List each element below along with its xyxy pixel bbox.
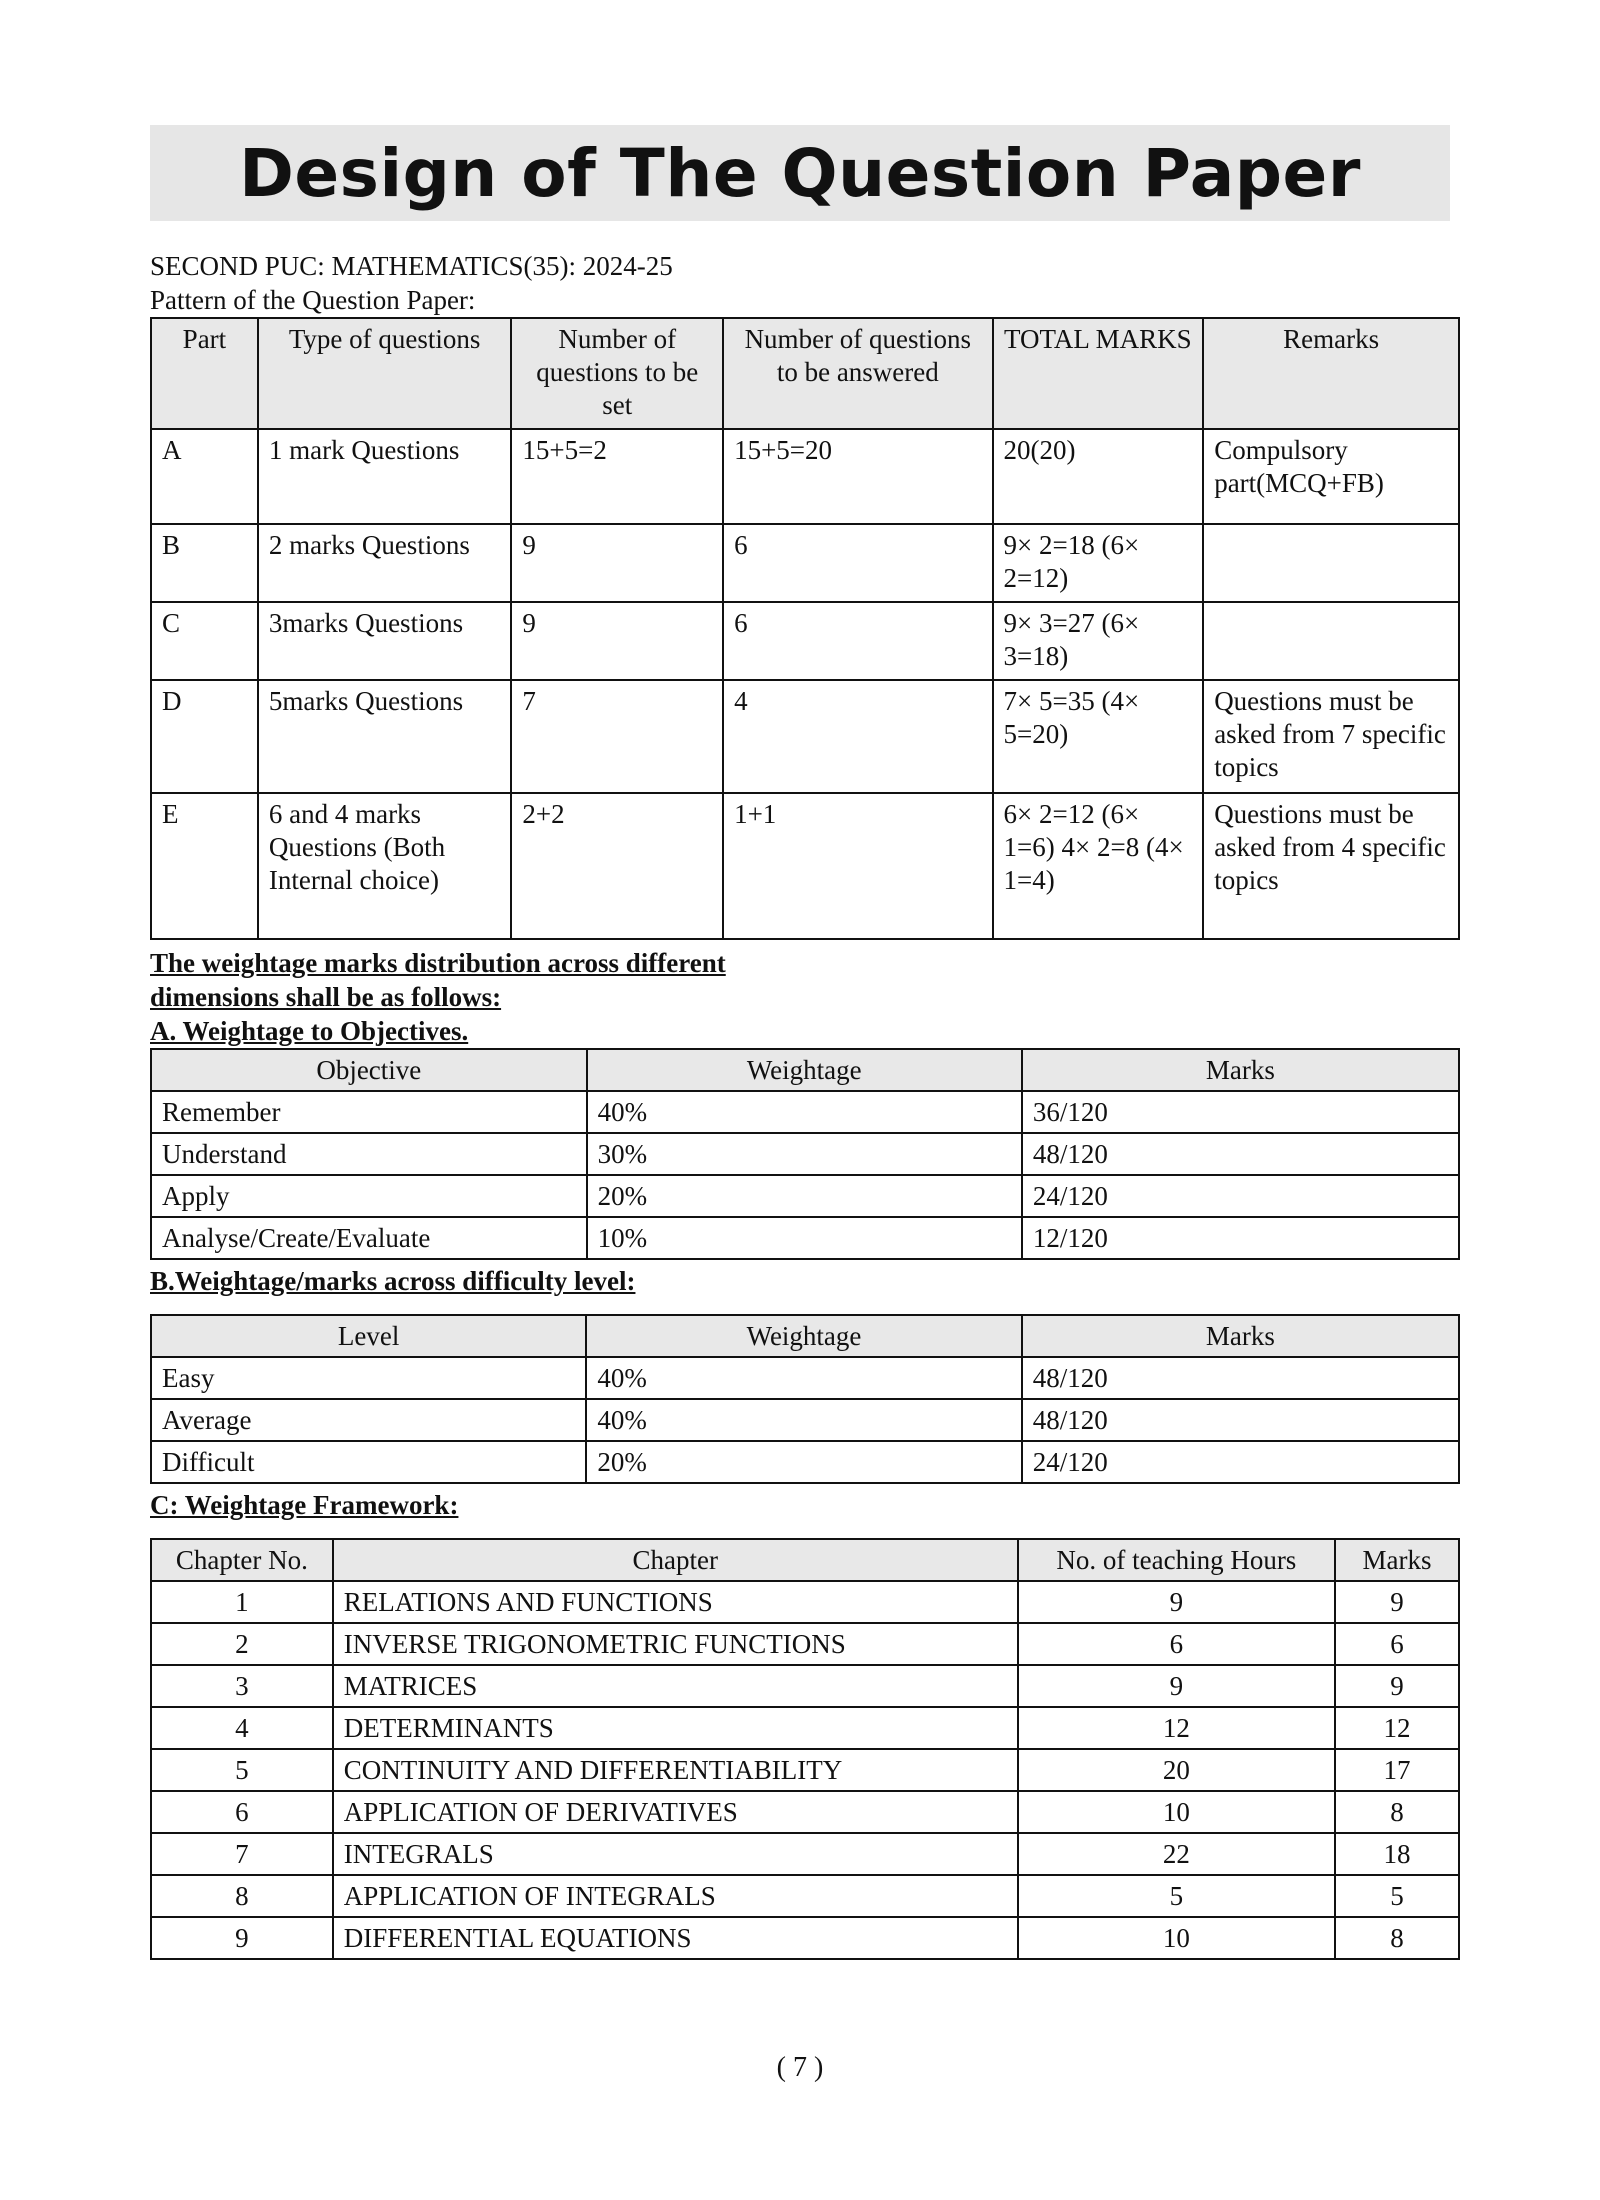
table-row	[151, 1133, 1459, 1175]
framework-header-row	[151, 1539, 1459, 1581]
cell-set: 2+2	[511, 793, 723, 939]
table-row	[151, 1357, 1459, 1399]
cell-objective: Understand	[151, 1133, 587, 1175]
cell-hours: 10	[1018, 1791, 1335, 1833]
table-row	[151, 1399, 1459, 1441]
cell-weightage: 20%	[586, 1441, 1021, 1483]
header-marks: Marks	[1335, 1539, 1459, 1581]
cell-chapter: INTEGRALS	[333, 1833, 1018, 1875]
cell-part: C	[151, 602, 258, 680]
header-weightage: Weightage	[586, 1315, 1021, 1357]
cell-marks: 18	[1335, 1833, 1459, 1875]
cell-marks: 5	[1335, 1875, 1459, 1917]
cell-marks: 8	[1335, 1917, 1459, 1959]
cell-chapter-no: 6	[151, 1791, 333, 1833]
table-row	[151, 1665, 1459, 1707]
cell-total: 9× 2=18 (6× 2=12)	[993, 524, 1204, 602]
cell-type: 3marks Questions	[258, 602, 512, 680]
table-row	[151, 1791, 1459, 1833]
table-row	[151, 1875, 1459, 1917]
cell-type: 1 mark Questions	[258, 429, 512, 524]
weightage-intro-line-1: The weightage marks distribution across different	[150, 948, 726, 978]
page-title: Design of The Question Paper	[239, 134, 1361, 212]
subject-line: SECOND PUC: MATHEMATICS(35): 2024-25	[150, 251, 673, 281]
table-row	[151, 680, 1459, 793]
cell-chapter-no: 2	[151, 1623, 333, 1665]
cell-type: 2 marks Questions	[258, 524, 512, 602]
pattern-table	[150, 317, 1460, 940]
cell-total: 9× 3=27 (6× 3=18)	[993, 602, 1204, 680]
table-row	[151, 524, 1459, 602]
cell-hours: 6	[1018, 1623, 1335, 1665]
cell-remarks	[1203, 524, 1459, 602]
cell-weightage: 10%	[587, 1217, 1022, 1259]
cell-chapter: APPLICATION OF DERIVATIVES	[333, 1791, 1018, 1833]
cell-chapter-no: 9	[151, 1917, 333, 1959]
table-row	[151, 1749, 1459, 1791]
cell-set: 9	[511, 524, 723, 602]
pattern-header-row	[151, 318, 1459, 429]
cell-chapter-no: 7	[151, 1833, 333, 1875]
cell-answered: 15+5=20	[723, 429, 992, 524]
framework-table	[150, 1538, 1460, 1960]
cell-marks: 24/120	[1022, 1441, 1459, 1483]
cell-weightage: 30%	[587, 1133, 1022, 1175]
cell-chapter: CONTINUITY AND DIFFERENTIABILITY	[333, 1749, 1018, 1791]
table-row	[151, 1707, 1459, 1749]
cell-set: 9	[511, 602, 723, 680]
header-part: Part	[151, 318, 258, 429]
cell-set: 15+5=2	[511, 429, 723, 524]
header-marks: Marks	[1022, 1049, 1459, 1091]
cell-marks: 12/120	[1022, 1217, 1459, 1259]
cell-hours: 10	[1018, 1917, 1335, 1959]
cell-marks: 48/120	[1022, 1133, 1459, 1175]
framework-heading: C: Weightage Framework:	[150, 1490, 459, 1520]
cell-hours: 9	[1018, 1665, 1335, 1707]
cell-chapter-no: 4	[151, 1707, 333, 1749]
cell-part: D	[151, 680, 258, 793]
cell-total: 20(20)	[993, 429, 1204, 524]
cell-remarks	[1203, 602, 1459, 680]
cell-part: E	[151, 793, 258, 939]
table-row	[151, 1091, 1459, 1133]
cell-chapter-no: 3	[151, 1665, 333, 1707]
header-teaching-hours: No. of teaching Hours	[1018, 1539, 1335, 1581]
cell-answered: 1+1	[723, 793, 992, 939]
cell-marks: 12	[1335, 1707, 1459, 1749]
cell-hours: 22	[1018, 1833, 1335, 1875]
cell-chapter-no: 8	[151, 1875, 333, 1917]
weightage-intro-line-2: dimensions shall be as follows:	[150, 982, 502, 1012]
table-row	[151, 793, 1459, 939]
cell-level: Difficult	[151, 1441, 586, 1483]
cell-objective: Analyse/Create/Evaluate	[151, 1217, 587, 1259]
table-row	[151, 1217, 1459, 1259]
cell-chapter-no: 5	[151, 1749, 333, 1791]
cell-weightage: 40%	[586, 1357, 1021, 1399]
cell-chapter: DIFFERENTIAL EQUATIONS	[333, 1917, 1018, 1959]
cell-answered: 6	[723, 524, 992, 602]
cell-marks: 48/120	[1022, 1399, 1459, 1441]
cell-chapter: RELATIONS AND FUNCTIONS	[333, 1581, 1018, 1623]
cell-marks: 8	[1335, 1791, 1459, 1833]
header-level: Level	[151, 1315, 586, 1357]
cell-chapter: MATRICES	[333, 1665, 1018, 1707]
cell-marks: 24/120	[1022, 1175, 1459, 1217]
cell-hours: 5	[1018, 1875, 1335, 1917]
table-row	[151, 1581, 1459, 1623]
pattern-heading: Pattern of the Question Paper:	[150, 285, 476, 315]
table-row	[151, 602, 1459, 680]
header-weightage: Weightage	[587, 1049, 1022, 1091]
table-row	[151, 1175, 1459, 1217]
header-chapter: Chapter	[333, 1539, 1018, 1581]
cell-part: A	[151, 429, 258, 524]
cell-marks: 9	[1335, 1581, 1459, 1623]
table-row	[151, 1917, 1459, 1959]
objectives-table	[150, 1048, 1460, 1260]
cell-total: 6× 2=12 (6× 1=6) 4× 2=8 (4× 1=4)	[993, 793, 1204, 939]
cell-objective: Remember	[151, 1091, 587, 1133]
table-row	[151, 429, 1459, 524]
page-number: ( 7 )	[776, 2052, 824, 2083]
cell-marks: 17	[1335, 1749, 1459, 1791]
cell-weightage: 40%	[586, 1399, 1021, 1441]
cell-total: 7× 5=35 (4× 5=20)	[993, 680, 1204, 793]
cell-answered: 4	[723, 680, 992, 793]
cell-weightage: 20%	[587, 1175, 1022, 1217]
difficulty-heading: B.Weightage/marks across difficulty level:	[150, 1266, 636, 1296]
cell-remarks: Questions must be asked from 4 specific topics	[1203, 793, 1459, 939]
cell-remarks: Compulsory part(MCQ+FB)	[1203, 429, 1459, 524]
header-objective: Objective	[151, 1049, 587, 1091]
difficulty-header-row	[151, 1315, 1459, 1357]
table-row	[151, 1833, 1459, 1875]
cell-chapter: DETERMINANTS	[333, 1707, 1018, 1749]
cell-hours: 20	[1018, 1749, 1335, 1791]
header-to-be-set: Number of questions to be set	[511, 318, 723, 429]
cell-chapter: APPLICATION OF INTEGRALS	[333, 1875, 1018, 1917]
cell-objective: Apply	[151, 1175, 587, 1217]
header-marks: Marks	[1022, 1315, 1459, 1357]
objectives-heading: A. Weightage to Objectives.	[150, 1016, 469, 1046]
cell-chapter-no: 1	[151, 1581, 333, 1623]
cell-part: B	[151, 524, 258, 602]
cell-type: 6 and 4 marks Questions (Both Internal choice)	[258, 793, 512, 939]
cell-level: Average	[151, 1399, 586, 1441]
cell-hours: 12	[1018, 1707, 1335, 1749]
cell-set: 7	[511, 680, 723, 793]
table-row	[151, 1623, 1459, 1665]
header-remarks: Remarks	[1203, 318, 1459, 429]
document-page	[150, 125, 1460, 1960]
cell-hours: 9	[1018, 1581, 1335, 1623]
cell-marks: 48/120	[1022, 1357, 1459, 1399]
difficulty-table	[150, 1314, 1460, 1484]
cell-weightage: 40%	[587, 1091, 1022, 1133]
cell-level: Easy	[151, 1357, 586, 1399]
cell-marks: 9	[1335, 1665, 1459, 1707]
header-to-be-answered: Number of questions to be answered	[723, 318, 992, 429]
cell-marks: 6	[1335, 1623, 1459, 1665]
title-banner	[150, 125, 1450, 221]
cell-marks: 36/120	[1022, 1091, 1459, 1133]
cell-chapter: INVERSE TRIGONOMETRIC FUNCTIONS	[333, 1623, 1018, 1665]
table-row	[151, 1441, 1459, 1483]
cell-type: 5marks Questions	[258, 680, 512, 793]
cell-answered: 6	[723, 602, 992, 680]
cell-remarks: Questions must be asked from 7 specific topics	[1203, 680, 1459, 793]
header-total-marks: TOTAL MARKS	[993, 318, 1204, 429]
header-type: Type of questions	[258, 318, 512, 429]
objectives-header-row	[151, 1049, 1459, 1091]
header-chapter-no: Chapter No.	[151, 1539, 333, 1581]
